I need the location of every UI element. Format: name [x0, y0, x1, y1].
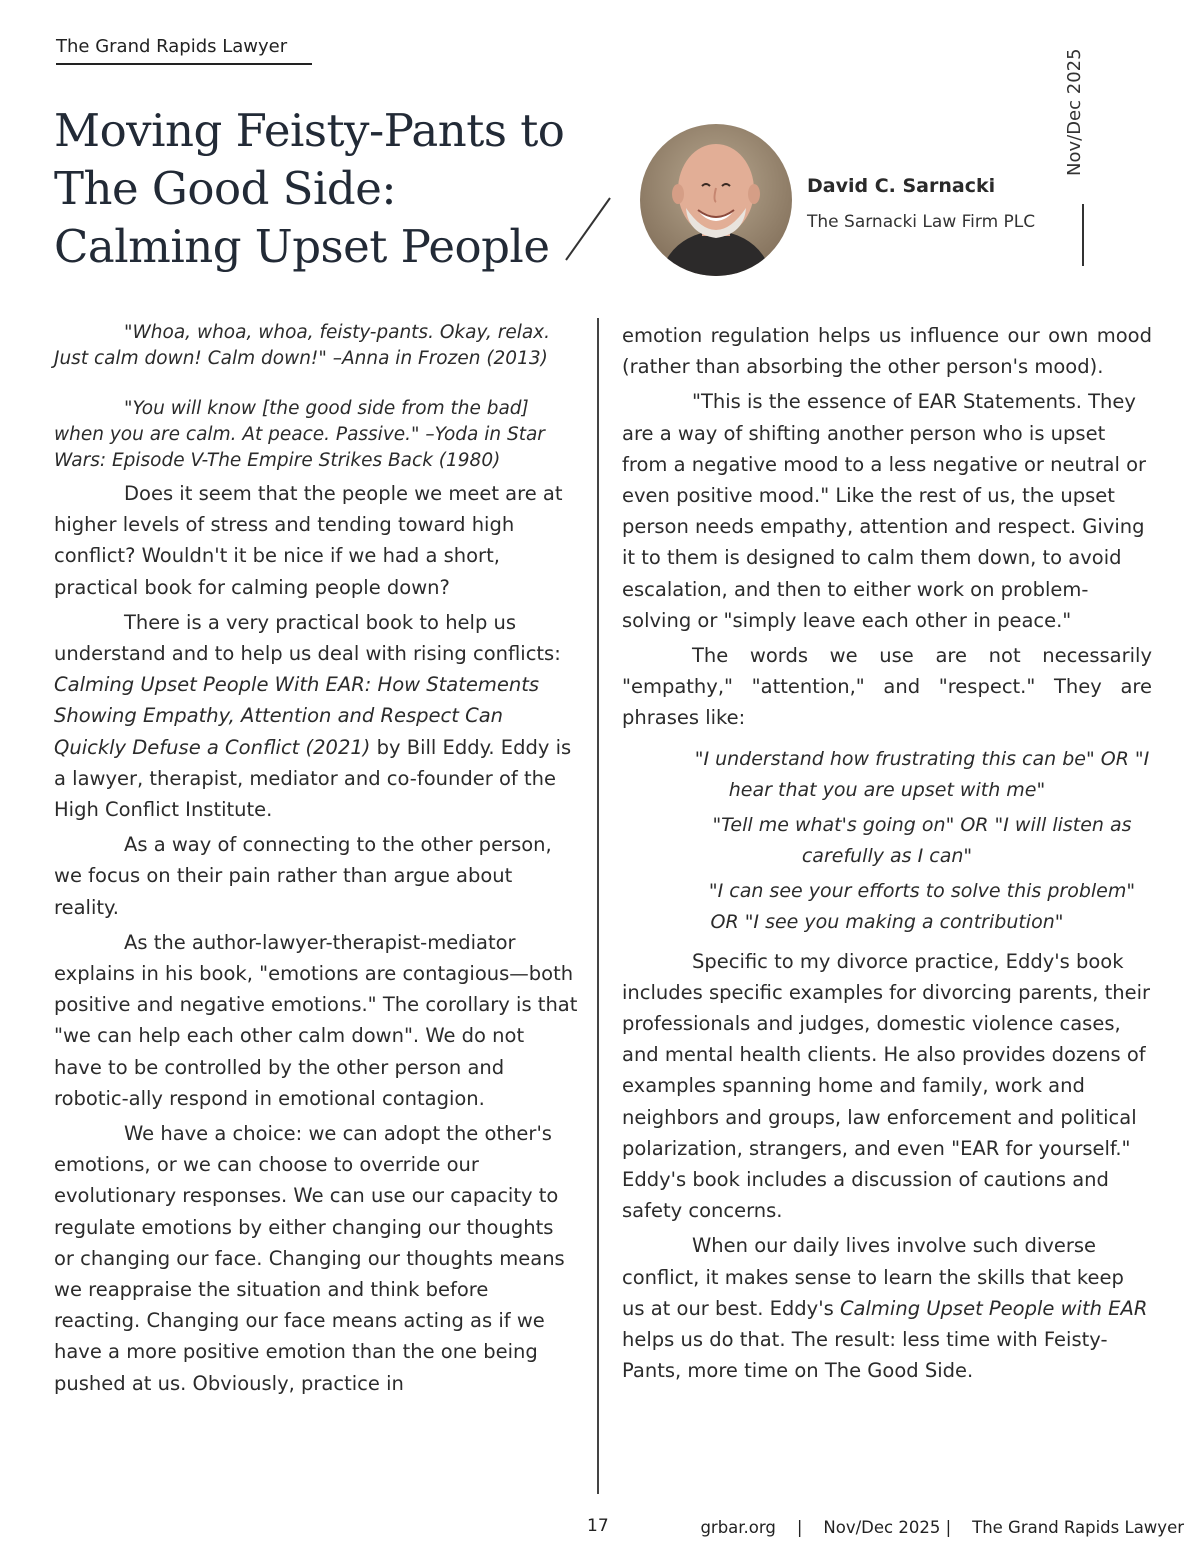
author-portrait-icon	[640, 124, 792, 276]
paragraph-10	[622, 1230, 1152, 1386]
paragraph-2-start: There is a very practical book to help us understand and to help us deal with rising conflicts:	[54, 610, 561, 666]
paragraph-3: As a way of connecting to the other person, we focus on their pain rather than argue about reality.	[54, 833, 552, 919]
footer-site-link[interactable]: grbar.org	[700, 1518, 776, 1537]
page-number: 17	[587, 1516, 609, 1536]
epigraph-quote-frozen: "Whoa, whoa, whoa, feisty-pants. Okay, relax. Just calm down! Calm down!" –Anna in Frozen (2013)	[54, 322, 551, 369]
ear-phrases-list	[622, 744, 1152, 938]
right-column	[622, 320, 1152, 1390]
author-name: David C. Sarnacki	[807, 175, 996, 197]
paragraph-2	[54, 607, 578, 825]
footer-issue: Nov/Dec 2025	[823, 1518, 941, 1537]
book-title: Calming Upset People With EAR: How Statements Showing Empathy, Attention and Respect Can Quickly Defuse a Conflict (2021)	[54, 673, 540, 759]
epigraph-quote-star-wars: "You will know [the good side from the bad] when you are calm. At peace. Passive." –Yoda in Star Wars: Episode V-The Empire Strikes Back (1980)	[54, 398, 545, 471]
paragraph-9: Specific to my divorce practice, Eddy's book includes specific examples for divorcing parents, their professionals and judges, domestic violence cases, and mental health clients. He also provides dozens of examples spanning home and family, work and neighbors and groups, law enforcement and political polarization, strangers, and even "EAR for yourself." Eddy's book includes a discussion of cautions and safety concerns.	[622, 949, 1151, 1223]
paragraph-10-start: When our daily lives involve such diverse conflict, it makes sense to learn the skills that keep us at our best. Eddy's	[622, 1234, 1124, 1320]
footer-bar	[700, 1518, 1184, 1537]
title-slash-divider	[562, 196, 614, 262]
paragraph-8: The words we use are not necessarily "empathy," "attention," and "respect." They are phrases like:	[622, 644, 1152, 730]
article-title: Moving Feisty-Pants to The Good Side: Calming Upset People	[54, 104, 565, 273]
ear-phrase-3: "I can see your efforts to solve this problem" OR "I see you making a contribution"	[708, 879, 1136, 933]
paragraph-10-end: helps us do that. The result: less time with Feisty-Pants, more time on The Good Side.	[622, 1328, 1108, 1383]
footer-separator-2: |	[945, 1518, 952, 1537]
paragraph-5: We have a choice: we can adopt the other's emotions, or we can choose to override our evolutionary responses. We can use our capacity to regulate emotions by either changing our thoughts or changing our face. Changing our thoughts means we reappraise the situation and think before reacting. Changing our face means acting as if we have a more positive emotion than the one being pushed at us. Obviously, practice in	[54, 1122, 565, 1395]
left-column	[54, 320, 578, 1403]
footer-publication: The Grand Rapids Lawyer	[972, 1518, 1184, 1537]
paragraph-6: emotion regulation helps us influence our own mood (rather than absorbing the other person's mood).	[622, 324, 1152, 379]
paragraph-7: "This is the essence of EAR Statements. They are a way of shifting another person who is upset from a negative mood to a less negative or neutral or even positive mood." Like the rest of us, the upset person needs empathy, attention and respect. Giving it to them is designed to calm them down, to avoid escalation, and then to either work on problem-solving or "simply leave each other in peace."	[622, 390, 1147, 632]
ear-phrase-2: "Tell me what's going on" OR "I will listen as carefully as I can"	[712, 813, 1132, 867]
paragraph-4: As the author-lawyer-therapist-mediator explains in his book, "emotions are contagious—both positive and negative emotions." The corollary is that "we can help each other calm down". We do not have to be controlled by the other person and robotic-ally respond in emotional contagion.	[54, 930, 578, 1110]
author-firm: The Sarnacki Law Firm PLC	[807, 212, 1036, 232]
footer-separator: |	[796, 1518, 803, 1537]
book-title-short: Calming Upset People with EAR	[839, 1296, 1148, 1320]
issue-date-vertical: Nov/Dec 2025	[1064, 48, 1085, 176]
publication-name: The Grand Rapids Lawyer	[56, 36, 312, 65]
column-divider	[597, 318, 599, 1494]
paragraph-1: Does it seem that the people we meet are at higher levels of stress and tending toward high conflict? Wouldn't it be nice if we had a short, practical book for calming people down?	[54, 482, 563, 599]
paragraph-2-end: by Bill Eddy. Eddy is a lawyer, therapist, mediator and co-founder of the High Conflict Institute.	[54, 735, 572, 822]
ear-phrase-1: "I understand how frustrating this can be" OR "I hear that you are upset with me"	[694, 747, 1150, 801]
issue-divider-line	[1082, 204, 1084, 266]
